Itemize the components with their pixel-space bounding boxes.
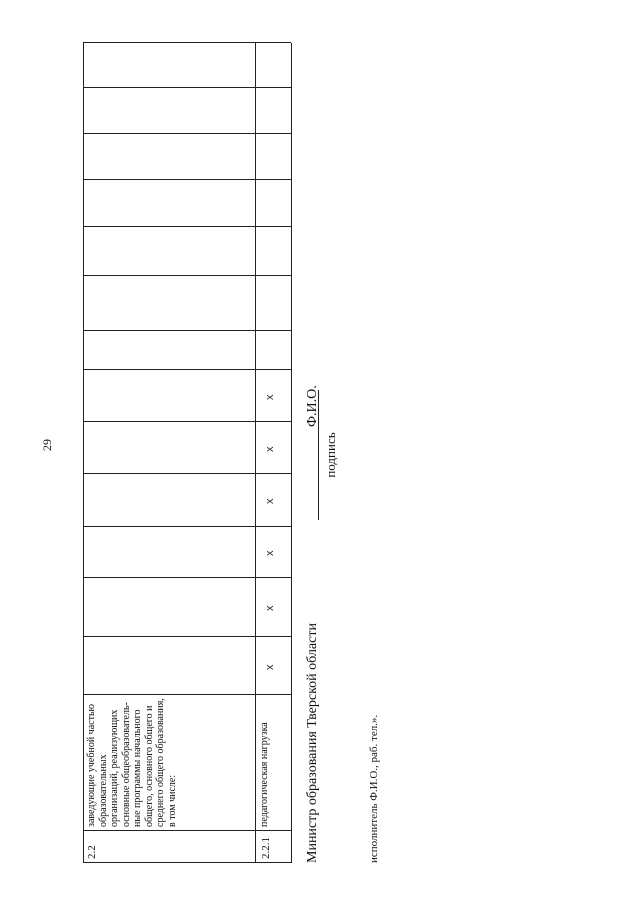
column-line [83,421,291,422]
column-line [83,226,291,227]
row-separator [255,43,256,863]
column-line [83,526,291,527]
table-border-bottom [291,43,292,863]
column-line [83,179,291,180]
row-label: заведующие учебной частью образовательных организаций, реализующих основные общеобразователь-ные программы начального общего, основного общего и среднего общего образования, в том числе: [86,698,178,827]
x-mark: x [264,394,276,400]
x-mark: x [264,446,276,452]
x-mark: x [264,664,276,670]
x-mark: x [264,550,276,556]
column-line [83,87,291,88]
row-code: 2.2.1 [260,837,272,859]
column-line [83,133,291,134]
fio-label: Ф.И.О. [305,385,320,427]
data-table [83,43,291,863]
row-label: педагогическая нагрузка [259,722,270,827]
x-mark: x [264,605,276,611]
column-line [83,694,291,695]
column-line [83,42,291,43]
signature-label: подпись [323,432,338,478]
column-line [83,577,291,578]
column-line [83,275,291,276]
row-code: 2.2 [86,845,98,859]
executor-note: исполнитель Ф.И.О., раб. тел.». [368,714,380,863]
table-border-top [83,43,84,863]
column-line [83,830,291,831]
page-number: 29 [40,439,54,451]
column-line [83,636,291,637]
x-mark: x [264,498,276,504]
column-line [83,862,291,863]
column-line [83,369,291,370]
column-line [83,330,291,331]
column-line [83,473,291,474]
ministry-title: Министр образования Тверской области [305,623,320,863]
